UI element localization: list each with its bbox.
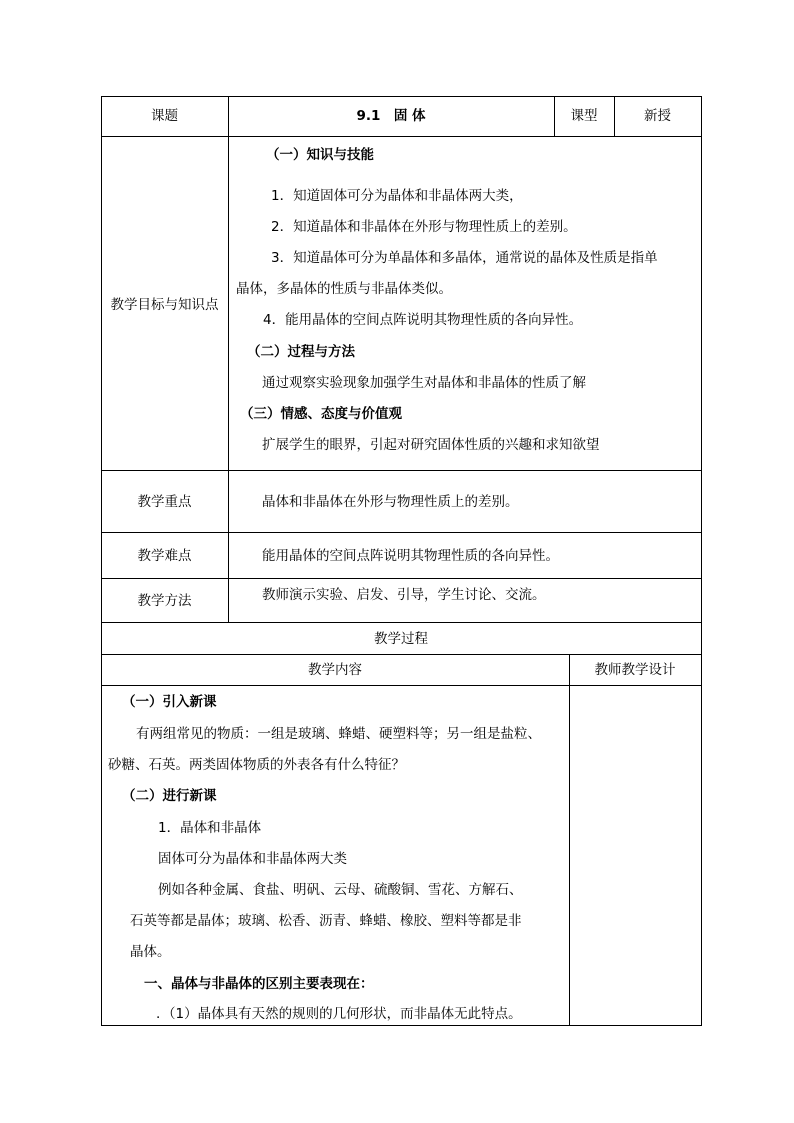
type-value: 新授 [644,108,671,124]
rule-bottom [101,1025,702,1026]
subsection-1-title: 1．晶体和非晶体 [158,820,262,836]
rule-after-col-headers [101,685,702,686]
objectives-item-3-line1: 3．知道晶体可分为单晶体和多晶体，通常说的晶体及性质是指单 [271,250,658,266]
example-line-3: 晶体。 [130,944,171,960]
keypoint-value: 晶体和非晶体在外形与物理性质上的差别。 [262,494,519,510]
process-title: 教学过程 [374,631,428,647]
rule-after-difficulty [101,578,702,579]
difference-title: 一、晶体与非晶体的区别主要表现在： [144,976,374,992]
difference-marker: . [156,1006,161,1022]
rule-after-process-title [101,654,702,655]
rule-top [101,96,702,97]
objectives-section3-text: 扩展学生的眼界，引起对研究固体性质的兴趣和求知欲望 [262,437,600,453]
objectives-label: 教学目标与知识点 [110,297,219,313]
objectives-section1-title: （一）知识与技能 [266,147,374,163]
objectives-item-4: 4．能用晶体的空间点阵说明其物理性质的各向异性。 [263,312,583,328]
rule-after-header [101,136,702,137]
new-lesson-title: （二）进行新课 [122,788,217,804]
intro-line-1: 有两组常见的物质：一组是玻璃、蜂蜡、硬塑料等；另一组是盐粒、 [136,726,541,742]
intro-title: （一）引入新课 [122,694,217,710]
objectives-section2-text: 通过观察实验现象加强学生对晶体和非晶体的性质了解 [262,375,586,391]
rule-label-column [228,96,229,623]
rule-right [701,96,702,1026]
topic-value: 9.1 固 体 [356,108,426,124]
objectives-item-1: 1．知道固体可分为晶体和非晶体两大类， [271,188,523,204]
difficulty-value: 能用晶体的空间点阵说明其物理性质的各向异性。 [262,548,559,564]
rule-design-column [569,654,570,1026]
type-label: 课型 [570,108,598,124]
column-header-content: 教学内容 [308,662,362,678]
subsection-1-text: 固体可分为晶体和非晶体两大类 [158,851,347,867]
objectives-item-3-line2: 晶体，多晶体的性质与非晶体类似。 [236,281,452,297]
keypoint-label: 教学重点 [137,494,192,510]
example-line-2: 石英等都是晶体；玻璃、松香、沥青、蜂蜡、橡胶、塑料等都是非 [130,913,522,929]
method-label: 教学方法 [137,593,192,609]
difference-item-1: （1）晶体具有天然的规则的几何形状，而非晶体无此特点。 [162,1006,522,1022]
topic-label: 课题 [151,108,178,124]
difficulty-label: 教学难点 [137,548,192,564]
rule-after-method [101,622,702,623]
objectives-section2-title: （二）过程与方法 [247,344,355,360]
column-header-design: 教师教学设计 [594,662,676,678]
example-line-1: 例如各种金属、食盐、明矾、云母、硫酸铜、雪花、方解石、 [158,882,523,898]
rule-after-keypoint [101,532,702,533]
method-value: 教师演示实验、启发、引导，学生讨论、交流。 [262,587,546,603]
objectives-section3-title: （三）情感、态度与价值观 [240,406,402,422]
rule-after-objectives [101,470,702,471]
intro-line-2: 砂糖、石英。两类固体物质的外表各有什么特征？ [108,757,405,773]
objectives-item-2: 2．知道晶体和非晶体在外形与物理性质上的差别。 [271,219,577,235]
